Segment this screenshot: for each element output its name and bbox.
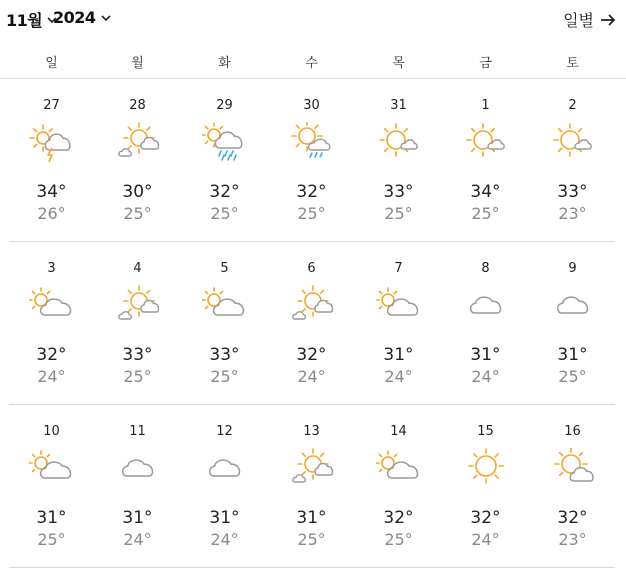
- low-temp: 24°: [471, 530, 500, 549]
- high-temp: 33°: [122, 345, 153, 365]
- day-cell[interactable]: [529, 261, 616, 423]
- partly-cloudy-icon: [202, 285, 248, 325]
- low-temp: 24°: [210, 530, 239, 549]
- low-temp: 25°: [123, 367, 152, 386]
- low-temp: 25°: [297, 530, 326, 549]
- day-number: 27: [43, 98, 60, 113]
- day-number: 7: [394, 261, 403, 276]
- cloudy-icon: [115, 448, 161, 488]
- high-temp: 31°: [383, 345, 414, 365]
- day-number: 14: [390, 424, 407, 439]
- low-temp: 24°: [471, 367, 500, 386]
- partly-cloudy-icon: [376, 448, 422, 488]
- weekday-label: 화: [218, 56, 231, 71]
- month-selector[interactable]: [6, 8, 58, 31]
- sun-cloud-lower-icon: [550, 448, 596, 488]
- low-temp: 25°: [123, 204, 152, 223]
- day-cell[interactable]: [355, 98, 442, 260]
- low-temp: 25°: [210, 367, 239, 386]
- weekday-label: 월: [131, 56, 144, 71]
- rain-partly-cloudy-icon: [202, 122, 248, 162]
- daily-view-label: 일별: [563, 11, 594, 30]
- high-temp: 32°: [470, 508, 501, 528]
- low-temp: 24°: [123, 530, 152, 549]
- day-cell[interactable]: [268, 98, 355, 260]
- low-temp: 25°: [384, 530, 413, 549]
- weekday-label: 일: [45, 56, 58, 71]
- weekday-label: 목: [392, 56, 405, 71]
- day-number: 31: [390, 98, 407, 113]
- day-cell[interactable]: [268, 424, 355, 586]
- day-cell[interactable]: [442, 424, 529, 586]
- high-temp: 34°: [36, 182, 67, 202]
- day-number: 1: [481, 98, 490, 113]
- day-cell[interactable]: [94, 424, 181, 586]
- week-divider: [9, 567, 615, 568]
- low-temp: 25°: [210, 204, 239, 223]
- high-temp: 34°: [470, 182, 501, 202]
- low-temp: 25°: [384, 204, 413, 223]
- sun-small-cloud-icon: [376, 122, 422, 162]
- sun-mostly-cloudy-icon: [289, 448, 335, 488]
- sun-mostly-cloudy-icon: [115, 285, 161, 325]
- cloudy-icon: [550, 285, 596, 325]
- cloudy-icon: [202, 448, 248, 488]
- high-temp: 31°: [209, 508, 240, 528]
- low-temp: 23°: [558, 204, 587, 223]
- year-label: 2024: [53, 8, 96, 27]
- day-cell[interactable]: [355, 424, 442, 586]
- low-temp: 24°: [37, 367, 66, 386]
- calendar-header: [0, 0, 626, 40]
- day-number: 16: [564, 424, 581, 439]
- high-temp: 32°: [383, 508, 414, 528]
- sun-small-cloud-icon: [463, 122, 509, 162]
- day-number: 15: [477, 424, 494, 439]
- partly-cloudy-icon: [29, 448, 75, 488]
- high-temp: 31°: [296, 508, 327, 528]
- high-temp: 33°: [383, 182, 414, 202]
- thunder-partly-cloudy-icon: [29, 122, 75, 162]
- low-temp: 24°: [297, 367, 326, 386]
- day-number: 9: [568, 261, 577, 276]
- day-cell[interactable]: [355, 261, 442, 423]
- high-temp: 32°: [296, 182, 327, 202]
- rain-sun-icon: [289, 122, 335, 162]
- day-number: 30: [303, 98, 320, 113]
- high-temp: 32°: [296, 345, 327, 365]
- high-temp: 32°: [557, 508, 588, 528]
- sunny-icon: [463, 448, 509, 488]
- day-number: 8: [481, 261, 490, 276]
- low-temp: 25°: [297, 204, 326, 223]
- day-cell[interactable]: [8, 424, 95, 586]
- high-temp: 33°: [557, 182, 588, 202]
- day-number: 12: [216, 424, 233, 439]
- arrow-right-icon: [600, 13, 616, 27]
- chevron-down-icon: [100, 12, 112, 24]
- low-temp: 23°: [558, 530, 587, 549]
- day-cell[interactable]: [442, 261, 529, 423]
- day-cell[interactable]: [8, 98, 95, 260]
- partly-cloudy-icon: [29, 285, 75, 325]
- sun-mostly-cloudy-icon: [115, 122, 161, 162]
- day-cell[interactable]: [529, 98, 616, 260]
- day-cell[interactable]: [8, 261, 95, 423]
- low-temp: 25°: [37, 530, 66, 549]
- high-temp: 31°: [470, 345, 501, 365]
- weekday-label: 금: [479, 56, 492, 71]
- day-cell[interactable]: [94, 98, 181, 260]
- sun-small-cloud-icon: [550, 122, 596, 162]
- day-cell[interactable]: [181, 98, 268, 260]
- low-temp: 25°: [471, 204, 500, 223]
- high-temp: 31°: [122, 508, 153, 528]
- month-label: 11월: [6, 11, 43, 30]
- day-number: 2: [568, 98, 577, 113]
- year-selector[interactable]: [53, 8, 112, 27]
- weekday-header-row: [0, 44, 626, 79]
- high-temp: 31°: [557, 345, 588, 365]
- day-cell[interactable]: [181, 261, 268, 423]
- day-cell[interactable]: [442, 98, 529, 260]
- weekday-label: 토: [566, 56, 579, 71]
- low-temp: 24°: [384, 367, 413, 386]
- low-temp: 26°: [37, 204, 66, 223]
- day-number: 6: [307, 261, 316, 276]
- low-temp: 25°: [558, 367, 587, 386]
- sun-mostly-cloudy-icon: [289, 285, 335, 325]
- day-number: 13: [303, 424, 320, 439]
- weekday-label: 수: [305, 56, 318, 71]
- week-divider: [9, 241, 615, 242]
- partly-cloudy-icon: [376, 285, 422, 325]
- day-number: 11: [129, 424, 146, 439]
- day-cell[interactable]: [268, 261, 355, 423]
- high-temp: 33°: [209, 345, 240, 365]
- week-divider: [9, 404, 615, 405]
- daily-view-link[interactable]: [563, 8, 616, 31]
- day-number: 3: [47, 261, 56, 276]
- day-cell[interactable]: [94, 261, 181, 423]
- high-temp: 32°: [36, 345, 67, 365]
- high-temp: 30°: [122, 182, 153, 202]
- day-number: 29: [216, 98, 233, 113]
- day-number: 10: [43, 424, 60, 439]
- high-temp: 31°: [36, 508, 67, 528]
- day-cell[interactable]: [529, 424, 616, 586]
- day-cell[interactable]: [181, 424, 268, 586]
- high-temp: 32°: [209, 182, 240, 202]
- day-number: 28: [129, 98, 146, 113]
- day-number: 4: [133, 261, 142, 276]
- day-number: 5: [220, 261, 229, 276]
- cloudy-icon: [463, 285, 509, 325]
